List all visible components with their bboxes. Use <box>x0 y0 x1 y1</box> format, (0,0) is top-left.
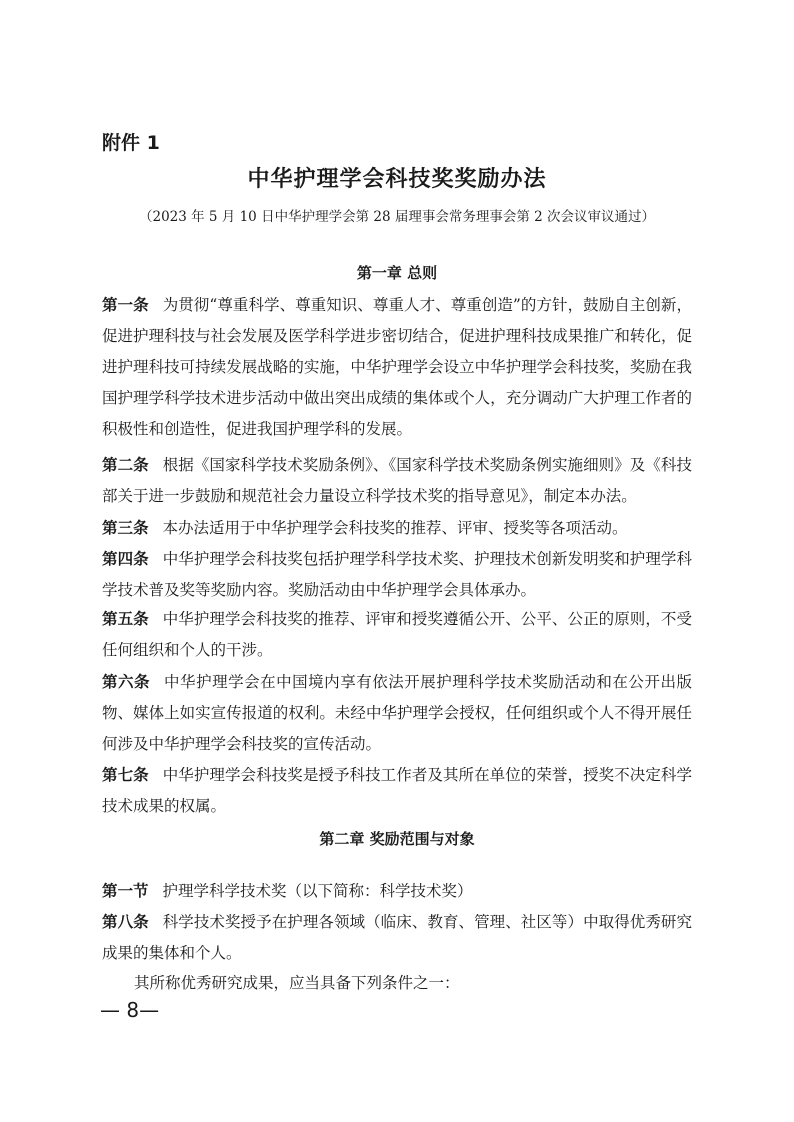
article-text: 本办法适用于中华护理学会科技奖的推荐、评审、授奖等各项活动。 <box>162 519 628 537</box>
article-7 <box>102 760 692 822</box>
article-label: 第六条 <box>102 673 151 691</box>
article-6 <box>102 667 692 760</box>
article-label: 第三条 <box>102 519 149 537</box>
article-5 <box>102 604 692 666</box>
article-4 <box>102 544 692 606</box>
chapter-2-heading: 第二章 奖励范围与对象 <box>319 830 475 848</box>
article-text: 中华护理学会在中国境内享有依法开展护理科学技术奖励活动和在公开出版物、媒体上如实宣传报道的权利。未经中华护理学会授权，任何组织或个人不得开展任何涉及中华护理学会科技奖的宣传活动。 <box>102 673 692 753</box>
article-8 <box>102 907 692 969</box>
article-text: 科学技术奖授予在护理各领域（临床、教育、管理、社区等）中取得优秀研究成果的集体和个人。 <box>102 913 692 962</box>
article-2 <box>102 450 692 512</box>
article-label: 第四条 <box>102 550 149 568</box>
article-label: 第一条 <box>102 296 149 314</box>
article-label: 第八条 <box>102 913 149 931</box>
article-text: 根据《国家科学技术奖励条例》、《国家科学技术奖励条例实施细则》及《科技部关于进一步鼓励和规范社会力量设立科学技术奖的指导意见》，制定本办法。 <box>102 456 692 505</box>
annex-label: 附件 1 <box>102 132 160 154</box>
article-label: 第二条 <box>102 456 149 474</box>
article-1 <box>102 290 692 445</box>
article-3 <box>102 513 692 544</box>
section-1 <box>102 876 692 907</box>
section-text: 护理学科学技术奖（以下简称：科学技术奖） <box>162 882 473 900</box>
article-text: 中华护理学会科技奖的推荐、评审和授奖遵循公开、公平、公正的原则，不受任何组织和个人的干涉。 <box>102 610 692 659</box>
article-text: 为贯彻“尊重科学、尊重知识、尊重人才、尊重创造”的方针，鼓励自主创新，促进护理科技与社会发展及医学科学进步密切结合，促进护理科技成果推广和转化，促进护理科技可持续发展战略的实施，中华护理学会设立中华护理学会科技奖，奖励在我国护理学科学技术进步活动中做出突出成绩的集体或个人，充分调动广大护理工作者的积极性和创造性，促进我国护理学科的发展。 <box>102 296 692 438</box>
article-label: 第五条 <box>102 610 149 628</box>
article-text: 中华护理学会科技奖是授予科技工作者及其所在单位的荣誉，授奖不决定科学技术成果的权属。 <box>102 766 692 815</box>
chapter-1-heading: 第一章 总则 <box>356 264 438 282</box>
document-subtitle: （2023 年 5 月 10 日中华护理学会第 28 届理事会常务理事会第 2 次会议审议通过） <box>138 209 655 225</box>
document-title: 中华护理学会科技奖奖励办法 <box>247 167 547 192</box>
article-label: 第七条 <box>102 766 149 784</box>
page-number: — 8— <box>100 998 160 1022</box>
paragraph-conditions: 其所称优秀研究成果，应当具备下列条件之一： <box>134 974 460 992</box>
section-label: 第一节 <box>102 882 149 900</box>
article-text: 中华护理学会科技奖包括护理学科学技术奖、护理技术创新发明奖和护理学科学技术普及奖等奖励内容。奖励活动由中华护理学会具体承办。 <box>102 550 692 599</box>
